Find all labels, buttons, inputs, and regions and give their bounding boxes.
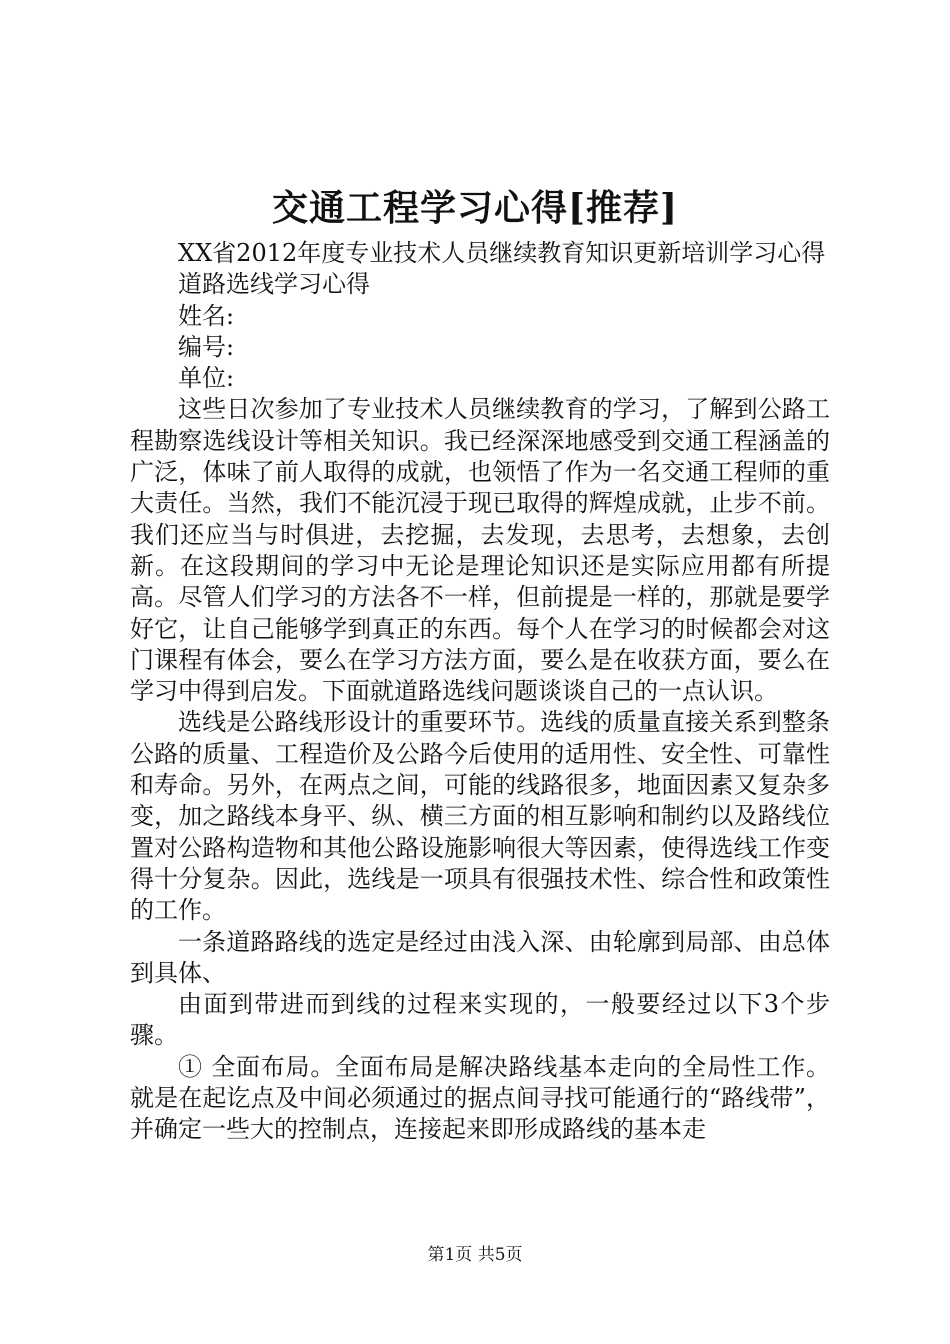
field-name-label: 姓名: bbox=[178, 301, 235, 330]
paragraph-intro: 这些日次参加了专业技术人员继续教育的学习，了解到公路工程勘察选线设计等相关知识。我已经深深地感受到交通工程涵盖的广泛，体味了前人取得的成就，也领悟了作为一名交通工程师的重大责任。当然，我们不能沉浸于现已取得的辉煌成就，止步不前。我们还应当与时俱进，去挖掘，去发现，去思考，去想象，去创新。在这段期间的学习中无论是理论知识还是实际应用都有所提高。尽管人们学习的方法各不一样，但前提是一样的，那就是要学好它，让自己能够学到真正的东西。每个人在学习的时候都会对这门课程有体会，要么在学习方法方面，要么是在收获方面，要么在学习中得到启发。下面就道路选线问题谈谈自己的一点认识。 bbox=[130, 395, 830, 706]
paragraph-process: 一条道路路线的选定是经过由浅入深、由轮廓到局部、由总体到具体、 bbox=[130, 927, 830, 987]
paragraph-steps: 由面到带进而到线的过程来实现的，一般要经过以下3个步骤。 bbox=[130, 990, 830, 1050]
page-number-footer: 第1页 共5页 bbox=[427, 1245, 523, 1265]
document-title: 交通工程学习心得[推荐] bbox=[271, 187, 679, 229]
paragraph-route-selection: 选线是公路线形设计的重要环节。选线的质量直接关系到整条公路的质量、工程造价及公路今后使用的适用性、安全性、可靠性和寿命。另外，在两点之间，可能的线路很多，地面因素又复杂多变，加之路线本身平、纵、横三方面的相互影响和制约以及路线位置对公路构造物和其他公路设施影响很大等因素，使得选线工作变得十分复杂。因此，选线是一项具有很强技术性、综合性和政策性的工作。 bbox=[130, 708, 830, 925]
field-number-label: 编号: bbox=[178, 332, 235, 361]
paragraph-step-one: ① 全面布局。全面布局是解决路线基本走向的全局性工作。就是在起讫点及中间必须通过的据点间寻找可能通行的“路线带”，并确定一些大的控制点，连接起来即形成路线的基本走 bbox=[130, 1052, 830, 1144]
document-body bbox=[130, 238, 830, 1146]
field-unit-label: 单位: bbox=[178, 364, 235, 393]
paragraph-subtitle: 道路选线学习心得 bbox=[178, 270, 370, 299]
paragraph-heading-line: XX省2012年度专业技术人员继续教育知识更新培训学习心得 bbox=[178, 239, 826, 267]
